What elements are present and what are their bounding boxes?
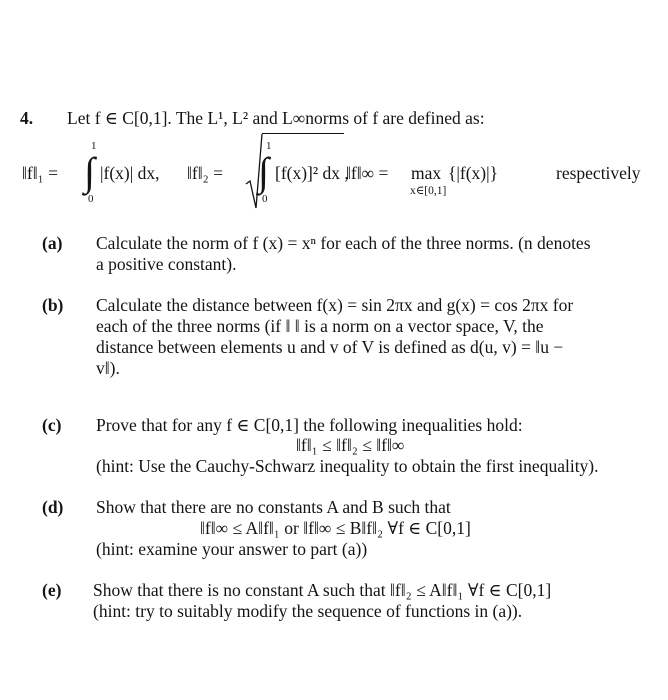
part-d-hint: (hint: examine your answer to part (a)) [96,539,368,559]
part-d-formula: ‖f‖∞ ≤ A‖f‖₁ or ‖f‖∞ ≤ B‖f‖₂ ∀f ∈ C[0,1] [200,518,471,538]
int2-upper-limit: 1 [266,140,272,152]
max-argument: {|f(x)|} [448,163,499,183]
part-a-label: (a) [42,233,63,253]
integral-sign-1: ∫ [84,149,95,194]
problem-intro: Let f ∈ C[0,1]. The L¹, L² and L∞norms of f are defined as: [67,108,485,128]
part-e-text [93,580,641,622]
integral-sign-2: ∫ [258,149,269,194]
part-b-line-3: distance between elements u and v of V is defined as d(u, v) = ‖u − [96,337,564,357]
int1-upper-limit: 1 [91,140,97,152]
part-a-text [96,233,644,275]
int1-lower-limit: 0 [88,193,94,205]
part-b-line-4: v‖). [96,358,120,378]
part-d-text: Show that there are no constants A and B such that [96,497,451,517]
part-c-label: (c) [42,415,62,435]
part-b-line-2: each of the three norms (if ‖ ‖ is a norm on a vector space, V, the [96,316,544,336]
max-operator: max [411,163,442,183]
part-a-line-1: Calculate the norm of f (x) = xⁿ for each of the three norms. (n denotes [96,233,591,253]
norm2-lhs: ‖f‖₂ = [187,163,223,183]
part-b-text [96,295,644,379]
part-a-line-2: a positive constant). [96,254,237,274]
formula-trailer: respectively [556,163,641,183]
part-e-label: (e) [42,580,62,600]
sqrt-overline [262,133,344,134]
max-subscript: x∈[0,1] [410,185,447,197]
norm1-lhs: ‖f‖₁ = [22,163,58,183]
int2-lower-limit: 0 [262,193,268,205]
norm1-integrand: |f(x)| dx, [100,163,160,183]
part-e-line-2: (hint: try to suitably modify the sequence of functions in (a)). [93,601,523,621]
problem-number: 4. [20,108,34,128]
part-c-hint: (hint: Use the Cauchy-Schwarz inequality to obtain the first inequality). [96,456,599,476]
norminf-lhs: ‖f‖∞ = [346,163,389,183]
part-b-label: (b) [42,295,64,315]
part-c-formula: ‖f‖₁ ≤ ‖f‖₂ ≤ ‖f‖∞ [296,435,405,455]
part-b-line-1: Calculate the distance between f(x) = sin 2πx and g(x) = cos 2πx for [96,295,574,315]
part-e-line-1: Show that there is no constant A such that ‖f‖₂ ≤ A‖f‖₁ ∀f ∈ C[0,1] [93,580,552,600]
part-c-text: Prove that for any f ∈ C[0,1] the following inequalities hold: [96,415,523,435]
norm2-integrand: [f(x)]² dx , [275,163,349,183]
part-d-label: (d) [42,497,64,517]
